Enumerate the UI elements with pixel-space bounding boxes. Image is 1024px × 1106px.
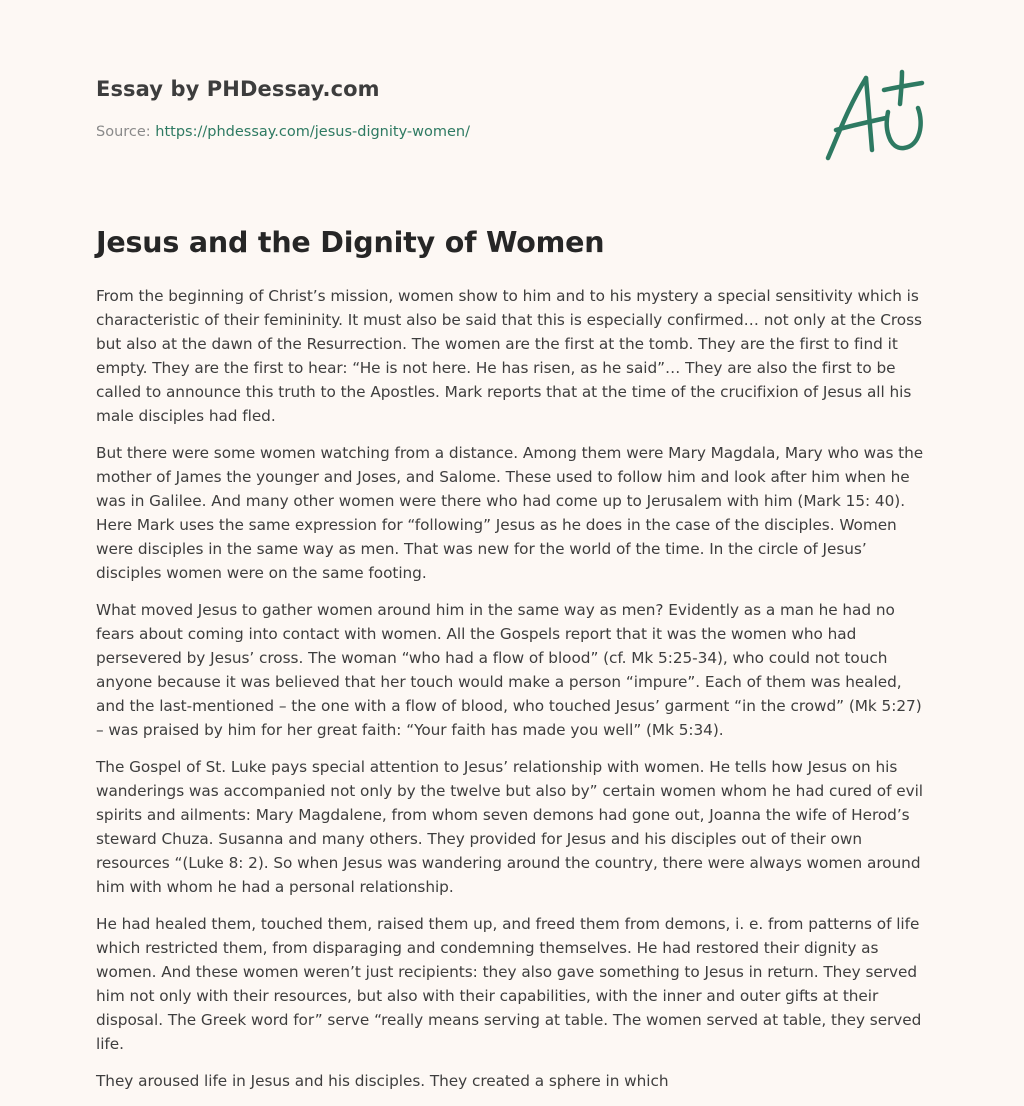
brand-title: Essay by PHDessay.com (96, 77, 380, 101)
logo-a-right-stroke (866, 78, 872, 150)
source-link[interactable]: https://phdessay.com/jesus-dignity-women/ (155, 124, 470, 140)
logo-a-left-stroke (828, 78, 866, 158)
essay-title: Jesus and the Dignity of Women (96, 226, 605, 259)
essay-paragraph: The Gospel of St. Luke pays special attention to Jesus’ relationship with women. He tells how Jesus on his wanderings was accompanied not only by the twelve but also by” certain women whom he had cured of evil spirits and ailments: Mary Magdalene, from whom seven demons had gone out, Joanna the wife of Herod’s steward Chuza. Susanna and many others. They provided for Jesus and his disciples out of their own resources “(Luke 8: 2). So when Jesus was wandering around the country, there were always women around him with whom he had a personal relationship. (96, 758, 923, 896)
logo-swoosh (887, 108, 921, 148)
a-plus-grade-icon (822, 68, 928, 166)
essay-paragraph: From the beginning of Christ’s mission, women show to him and to his mystery a special sensitivity which is characteristic of their femininity. It must also be said that this is especially confirmed… not only at the Cross but also at the dawn of the Resurrection. The women are the first at the tomb. They are the first to find it empty. They are the first to hear: “He is not here. He has risen, as he said”… They are also the first to be called to announce this truth to the Apostles. Mark reports that at the time of the crucifixion of Jesus all his male disciples had fled. (96, 287, 922, 425)
essay-body (96, 284, 930, 1106)
essay-paragraph: They aroused life in Jesus and his disciples. They created a sphere in which (96, 1072, 669, 1090)
source-line (96, 124, 470, 140)
source-label: Source: (96, 124, 156, 140)
essay-paragraph: But there were some women watching from a distance. Among them were Mary Magdala, Mary who was the mother of James the younger and Joses, and Salome. These used to follow him and look after him when he was in Galilee. And many other women were there who had come up to Jerusalem with him (Mark 15: 40). Here Mark uses the same expression for “following” Jesus as he does in the case of the disciples. Women were disciples in the same way as men. That was new for the world of the time. In the circle of Jesus’ disciples women were on the same footing. (96, 444, 924, 582)
essay-paragraph: What moved Jesus to gather women around him in the same way as men? Evidently as a man he had no fears about coming into contact with women. All the Gospels report that it was the women who had persevered by Jesus’ cross. The woman “who had a flow of blood” (cf. Mk 5:25-34), who could not touch anyone because it was believed that her touch would make a person “impure”. Each of them was healed, and the last-mentioned – the one with a flow of blood, who touched Jesus’ garment “in the crowd” (Mk 5:27) – was praised by him for her great faith: “Your faith has made you well” (Mk 5:34). (96, 601, 922, 739)
essay-paragraph: He had healed them, touched them, raised them up, and freed them from demons, i. e. from patterns of life which restricted them, from disparaging and condemning themselves. He had restored their dignity as women. And these women weren’t just recipients: they also gave something to Jesus in return. They served him not only with their resources, but also with their capabilities, with the inner and outer gifts at their disposal. The Greek word for” serve “really means serving at table. The women served at table, they served life. (96, 915, 922, 1053)
